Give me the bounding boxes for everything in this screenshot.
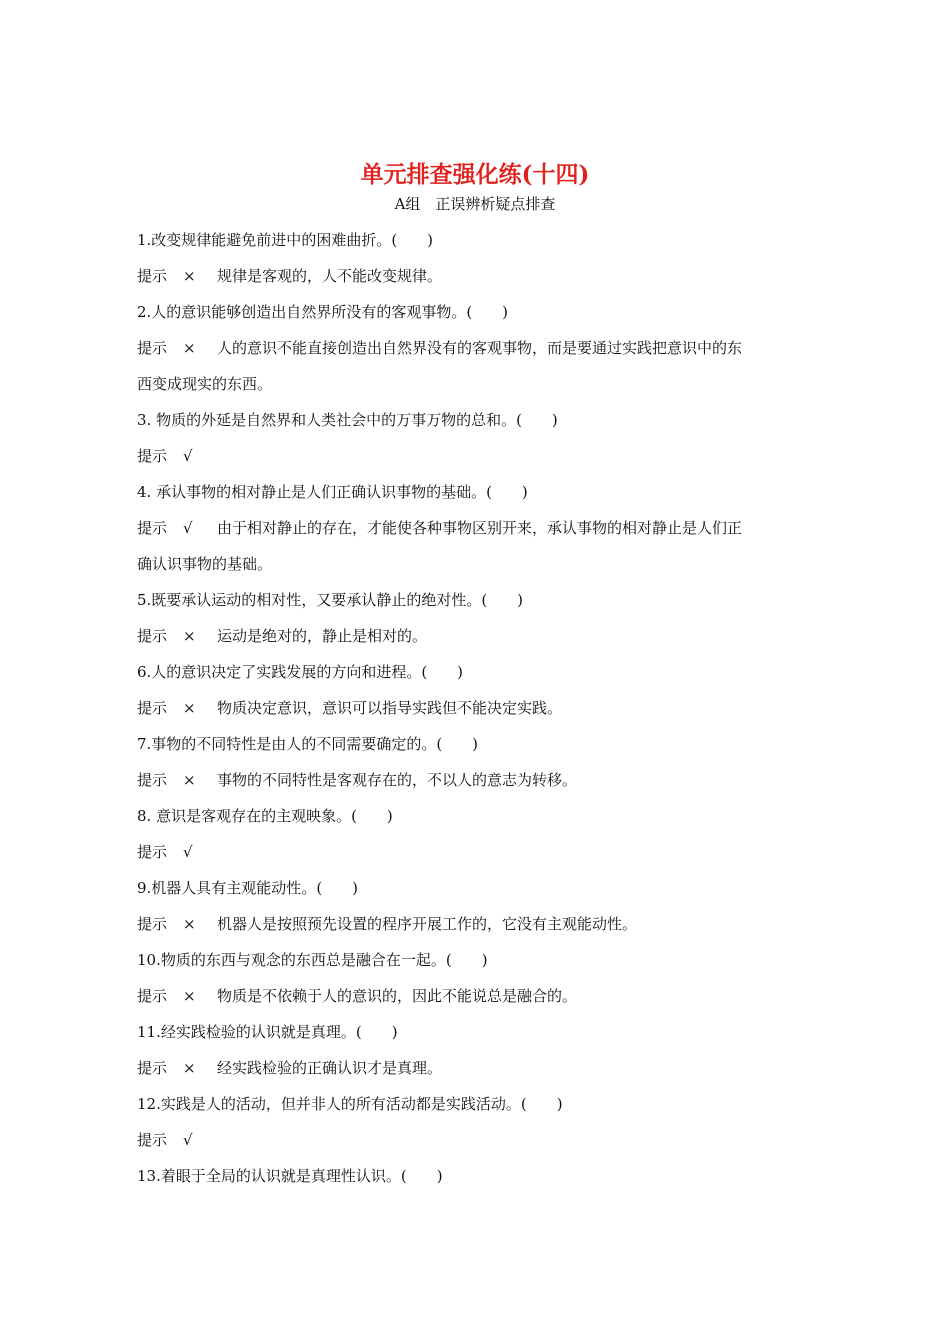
question-list	[137, 222, 817, 1194]
question-3: 3. 物质的外延是自然界和人类社会中的万事万物的总和。( )	[137, 411, 558, 429]
section-heading: A组 正误辨析疑点排查	[394, 195, 556, 213]
question-9: 9.机器人具有主观能动性。( )	[137, 879, 359, 897]
hint-label: 提示	[137, 843, 168, 861]
hint-2-continued: 西变成现实的东西。	[137, 375, 273, 393]
hint-label: 提示	[137, 1131, 168, 1149]
hint-9	[137, 906, 817, 942]
check-mark: √	[183, 447, 193, 465]
question-1: 1.改变规律能避免前进中的困难曲折。( )	[137, 231, 434, 249]
question-4: 4. 承认事物的相对静止是人们正确认识事物的基础。( )	[137, 483, 528, 501]
page-title: 单元排查强化练(十四)	[360, 161, 590, 188]
hint-4	[137, 510, 817, 546]
hint-text: 事物的不同特性是客观存在的，不以人的意志为转移。	[217, 771, 578, 789]
hint-4-continued: 确认识事物的基础。	[137, 555, 273, 573]
hint-text: 物质是不依赖于人的意识的，因此不能说总是融合的。	[217, 987, 578, 1005]
hint-6	[137, 690, 817, 726]
hint-12	[137, 1122, 817, 1158]
cross-mark: ×	[183, 627, 196, 645]
hint-label: 提示	[137, 447, 168, 465]
question-6: 6.人的意识决定了实践发展的方向和进程。( )	[137, 663, 464, 681]
cross-mark: ×	[183, 1059, 196, 1077]
hint-text: 机器人是按照预先设置的程序开展工作的，它没有主观能动性。	[217, 915, 638, 933]
hint-11	[137, 1050, 817, 1086]
hint-label: 提示	[137, 267, 168, 285]
question-10: 10.物质的东西与观念的东西总是融合在一起。( )	[137, 951, 488, 969]
question-5: 5.既要承认运动的相对性，又要承认静止的绝对性。( )	[137, 591, 524, 609]
hint-3	[137, 438, 817, 474]
hint-label: 提示	[137, 339, 168, 357]
hint-text: 规律是客观的，人不能改变规律。	[217, 267, 443, 285]
hint-label: 提示	[137, 627, 168, 645]
question-7: 7.事物的不同特性是由人的不同需要确定的。( )	[137, 735, 479, 753]
cross-mark: ×	[183, 915, 196, 933]
question-11: 11.经实践检验的认识就是真理。( )	[137, 1023, 398, 1041]
check-mark: √	[183, 519, 193, 537]
hint-7	[137, 762, 817, 798]
hint-8	[137, 834, 817, 870]
hint-label: 提示	[137, 771, 168, 789]
cross-mark: ×	[183, 339, 196, 357]
hint-2	[137, 330, 817, 366]
question-12: 12.实践是人的活动，但并非人的所有活动都是实践活动。( )	[137, 1095, 563, 1113]
cross-mark: ×	[183, 267, 196, 285]
hint-text: 经实践检验的正确认识才是真理。	[217, 1059, 443, 1077]
cross-mark: ×	[183, 987, 196, 1005]
check-mark: √	[183, 843, 193, 861]
question-8: 8. 意识是客观存在的主观映象。( )	[137, 807, 393, 825]
hint-text: 人的意识不能直接创造出自然界没有的客观事物，而是要通过实践把意识中的东	[217, 339, 743, 357]
hint-10	[137, 978, 817, 1014]
hint-label: 提示	[137, 699, 168, 717]
hint-text: 由于相对静止的存在，才能使各种事物区别开来，承认事物的相对静止是人们正	[217, 519, 743, 537]
check-mark: √	[183, 1131, 193, 1149]
hint-label: 提示	[137, 1059, 168, 1077]
hint-label: 提示	[137, 915, 168, 933]
hint-1	[137, 258, 817, 294]
cross-mark: ×	[183, 771, 196, 789]
hint-label: 提示	[137, 987, 168, 1005]
cross-mark: ×	[183, 699, 196, 717]
hint-label: 提示	[137, 519, 168, 537]
hint-5	[137, 618, 817, 654]
hint-text: 物质决定意识，意识可以指导实践但不能决定实践。	[217, 699, 563, 717]
question-13: 13.着眼于全局的认识就是真理性认识。( )	[137, 1167, 443, 1185]
question-2: 2.人的意识能够创造出自然界所没有的客观事物。( )	[137, 303, 509, 321]
hint-text: 运动是绝对的，静止是相对的。	[217, 627, 428, 645]
